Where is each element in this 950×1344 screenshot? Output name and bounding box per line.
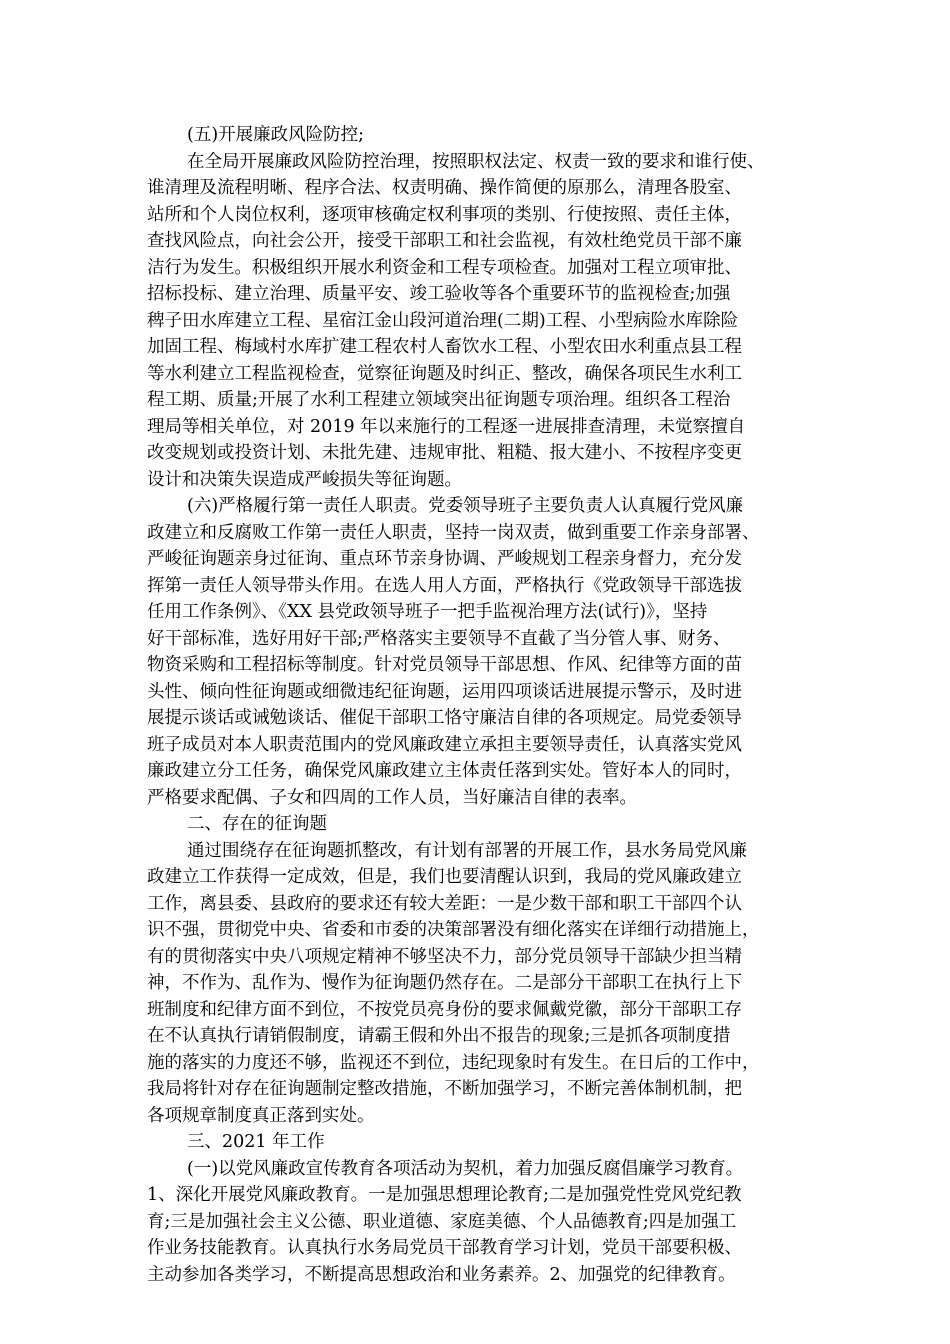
text-line: (一)以党风廉政宣传教育各项活动为契机，着力加强反腐倡廉学习教育。 [187, 1158, 744, 1179]
text-line: 施的落实的力度还不够，监视还不到位，违纪现象时有发生。在日后的工作中， [147, 1052, 760, 1073]
text-line: 加固工程、梅域村水库扩建工程农村人畜饮水工程、小型农田水利重点县工程 [147, 337, 742, 357]
text-line: 在不认真执行请销假制度，请霸王假和外出不报告的现象;三是抓各项制度措 [147, 1026, 731, 1046]
text-line: 招标投标、建立治理、质量平安、竣工验收等各个重要环节的监视检查;加强 [147, 284, 731, 304]
text-line: 作业务技能教育。认真执行水务局党员干部教育学习计划，党员干部要积极、 [147, 1238, 742, 1258]
text-line: 主动参加各类学习，不断提高思想政治和业务素养。2、加强党的纪律教育。 [147, 1264, 736, 1285]
text-line: 有的贯彻落实中央八项规定精神不够坚决不力，部分党员领导干部缺少担当精 [147, 946, 742, 967]
text-line: 头性、倾向性征询题或细微违纪征询题，运用四项谈话进展提示警示，及时进 [147, 681, 742, 702]
text-line: 站所和个人岗位权利，逐项审核确定权利事项的类别、行使按照、责任主体， [147, 204, 742, 225]
text-line: 改变规划或投资计划、未批先建、违规审批、粗糙、报大建小、不按程序变更 [147, 443, 742, 463]
text-line: 展提示谈话或诫勉谈话、催促干部职工恪守廉洁自律的各项规定。局党委领导 [147, 708, 742, 728]
text-line: 挥第一责任人领导带头作用。在选人用人方面，严格执行《党政领导干部选拔 [147, 575, 742, 596]
text-line: 三、2021 年工作 [187, 1132, 325, 1152]
text-line: 我局将针对存在征询题制定整改措施，不断加强学习，不断完善体制机制，把 [147, 1079, 742, 1099]
text-line: 物资采购和工程招标等制度。针对党员领导干部思想、作风、纪律等方面的苗 [147, 655, 742, 675]
text-line: 洁行为发生。积极组织开展水利资金和工程专项检查。加强对工程立项审批、 [147, 257, 742, 278]
text-line: 政建立工作获得一定成效，但是，我们也要清醒认识到，我局的党风廉政建立 [147, 867, 742, 887]
text-line: 理局等相关单位，对 2019 年以来施行的工程逐一进展排查清理，未觉察擅自 [147, 416, 746, 437]
text-line: 通过围绕存在征询题抓整改，有计划有部署的开展工作，县水务局党风廉 [187, 840, 747, 861]
text-line: 班子成员对本人职责范围内的党风廉政建立承担主要领导责任，认真落实党风 [147, 734, 742, 755]
text-line: 班制度和纪律方面不到位，不按党员亮身份的要求佩戴党徽，部分干部职工存 [147, 999, 742, 1020]
text-line: 设计和决策失误造成严峻损失等征询题。 [147, 469, 462, 490]
text-line: 在全局开展廉政风险防控治理，按照职权法定、权责一致的要求和谁行使、 [187, 151, 765, 172]
text-line: 政建立和反腐败工作第一责任人职责，坚持一岗双责，做到重要工作亲身部署、 [147, 522, 760, 543]
text-line: 好干部标准，选好用好干部;严格落实主要领导不直截了当分管人事、财务、 [147, 628, 731, 649]
text-line: 识不强，贯彻党中央、省委和市委的决策部署没有细化落实在详细行动措施上， [147, 920, 760, 940]
text-line: 二、存在的征询题 [187, 814, 327, 834]
text-line: 廉政建立分工任务，确保党风廉政建立主体责任落到实处。管好本人的同时， [147, 761, 742, 781]
text-line: 谁清理及流程明晰、程序合法、权责明确、操作简便的原那么，清理各股室、 [147, 178, 742, 198]
document-body [147, 122, 813, 1288]
text-line: 严峻征询题亲身过征询、重点环节亲身协调、严峻规划工程亲身督力，充分发 [147, 549, 742, 569]
text-line: 工作，离县委、县政府的要求还有较大差距：一是少数干部和职工干部四个认 [147, 893, 742, 914]
text-line: 稗子田水库建立工程、星宿江金山段河道治理(二期)工程、小型病险水库除险 [147, 310, 739, 331]
text-line: 1、深化开展党风廉政教育。一是加强思想理论教育;二是加强党性党风党纪教 [147, 1185, 742, 1205]
text-line: 严格要求配偶、子女和四周的工作人员，当好廉洁自律的表率。 [147, 787, 637, 808]
text-line: (六)严格履行第一责任人职责。党委领导班子主要负责人认真履行党风廉 [187, 496, 744, 516]
text-line: 任用工作条例》、《XX 县党政领导班子一把手监视治理方法(试行)》，坚持 [147, 602, 708, 622]
text-line: 程工期、质量;开展了水利工程建立领域突出征询题专项治理。组织各工程治 [147, 390, 731, 410]
text-line: 各项规章制度真正落到实处。 [147, 1105, 375, 1126]
text-line: 等水利建立工程监视检查，觉察征询题及时纠正、整改，确保各项民生水利工 [147, 363, 742, 384]
text-line: 神，不作为、乱作为、慢作为征询题仍然存在。二是部分干部职工在执行上下 [147, 973, 742, 993]
text-line: 查找风险点，向社会公开，接受干部职工和社会监视，有效杜绝党员干部不廉 [147, 231, 742, 251]
text-line: 育;三是加强社会主义公德、职业道德、家庭美德、个人品德教育;四是加强工 [147, 1211, 737, 1232]
text-line: (五)开展廉政风险防控; [187, 125, 365, 145]
